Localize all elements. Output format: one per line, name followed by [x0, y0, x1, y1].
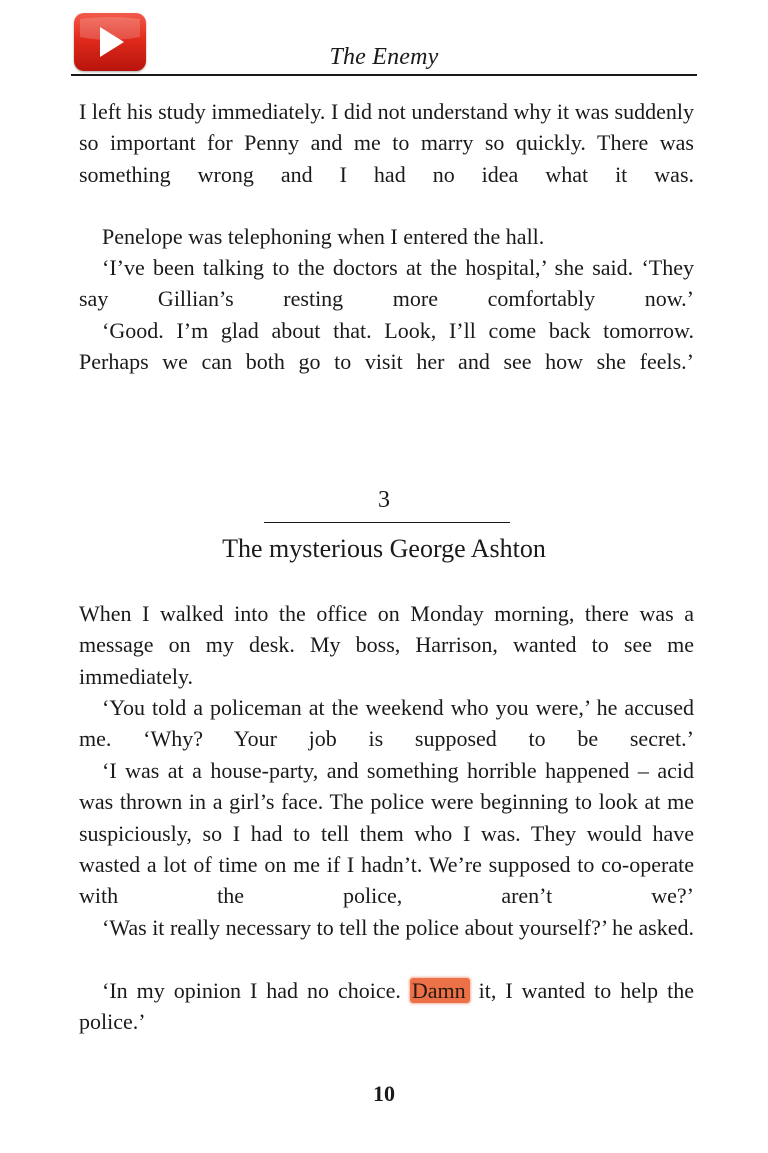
page-number: 10 [373, 1081, 395, 1106]
running-header-title: The Enemy [329, 44, 439, 70]
header-rule [71, 74, 697, 76]
chapter-rule [264, 522, 510, 523]
paragraph-8: ‘Was it really necessary to tell the police about yourself?’ he asked. [102, 915, 694, 940]
paragraph-9-start: ‘In my opinion I had no choice. [102, 978, 410, 1003]
chapter-title: The mysterious George Ashton [222, 534, 546, 563]
paragraph-9-end: it, I wanted to help the police.’ [79, 978, 694, 1035]
paragraph-3: ‘I’ve been talking to the doctors at the hospital,’ she said. ‘They say Gillian’s resting more comfortably now.’ [79, 255, 694, 312]
paragraph-2: Penelope was telephoning when I entered the hall. [102, 224, 545, 249]
highlighted-word[interactable]: Damn [410, 978, 470, 1003]
paragraph-7: ‘I was at a house-party, and something horrible happened – acid was thrown in a girl’s face. The police were beginning to look at me suspiciously, so I had to tell them who I was. They would have wasted a lot of time on me if I hadn’t. We’re supposed to co-operate with the police, aren’t we?’ [79, 758, 694, 909]
paragraph-6: ‘You told a policeman at the weekend who you were,’ he accused me. ‘Why? Your job is supposed to be secret.’ [79, 695, 694, 752]
paragraph-9 [79, 975, 694, 1038]
paragraph-4: ‘Good. I’m glad about that. Look, I’ll come back tomorrow. Perhaps we can both go to visit her and see how she feels.’ [79, 318, 694, 375]
paragraph-5: When I walked into the office on Monday morning, there was a message on my desk. My boss, Harrison, wanted to see me immediately. [79, 601, 694, 689]
chapter-number: 3 [378, 487, 390, 513]
paragraph-1: I left his study immediately. I did not understand why it was suddenly so important for Penny and me to marry so quickly. There was something wrong and I had no idea what it was. [79, 99, 694, 187]
